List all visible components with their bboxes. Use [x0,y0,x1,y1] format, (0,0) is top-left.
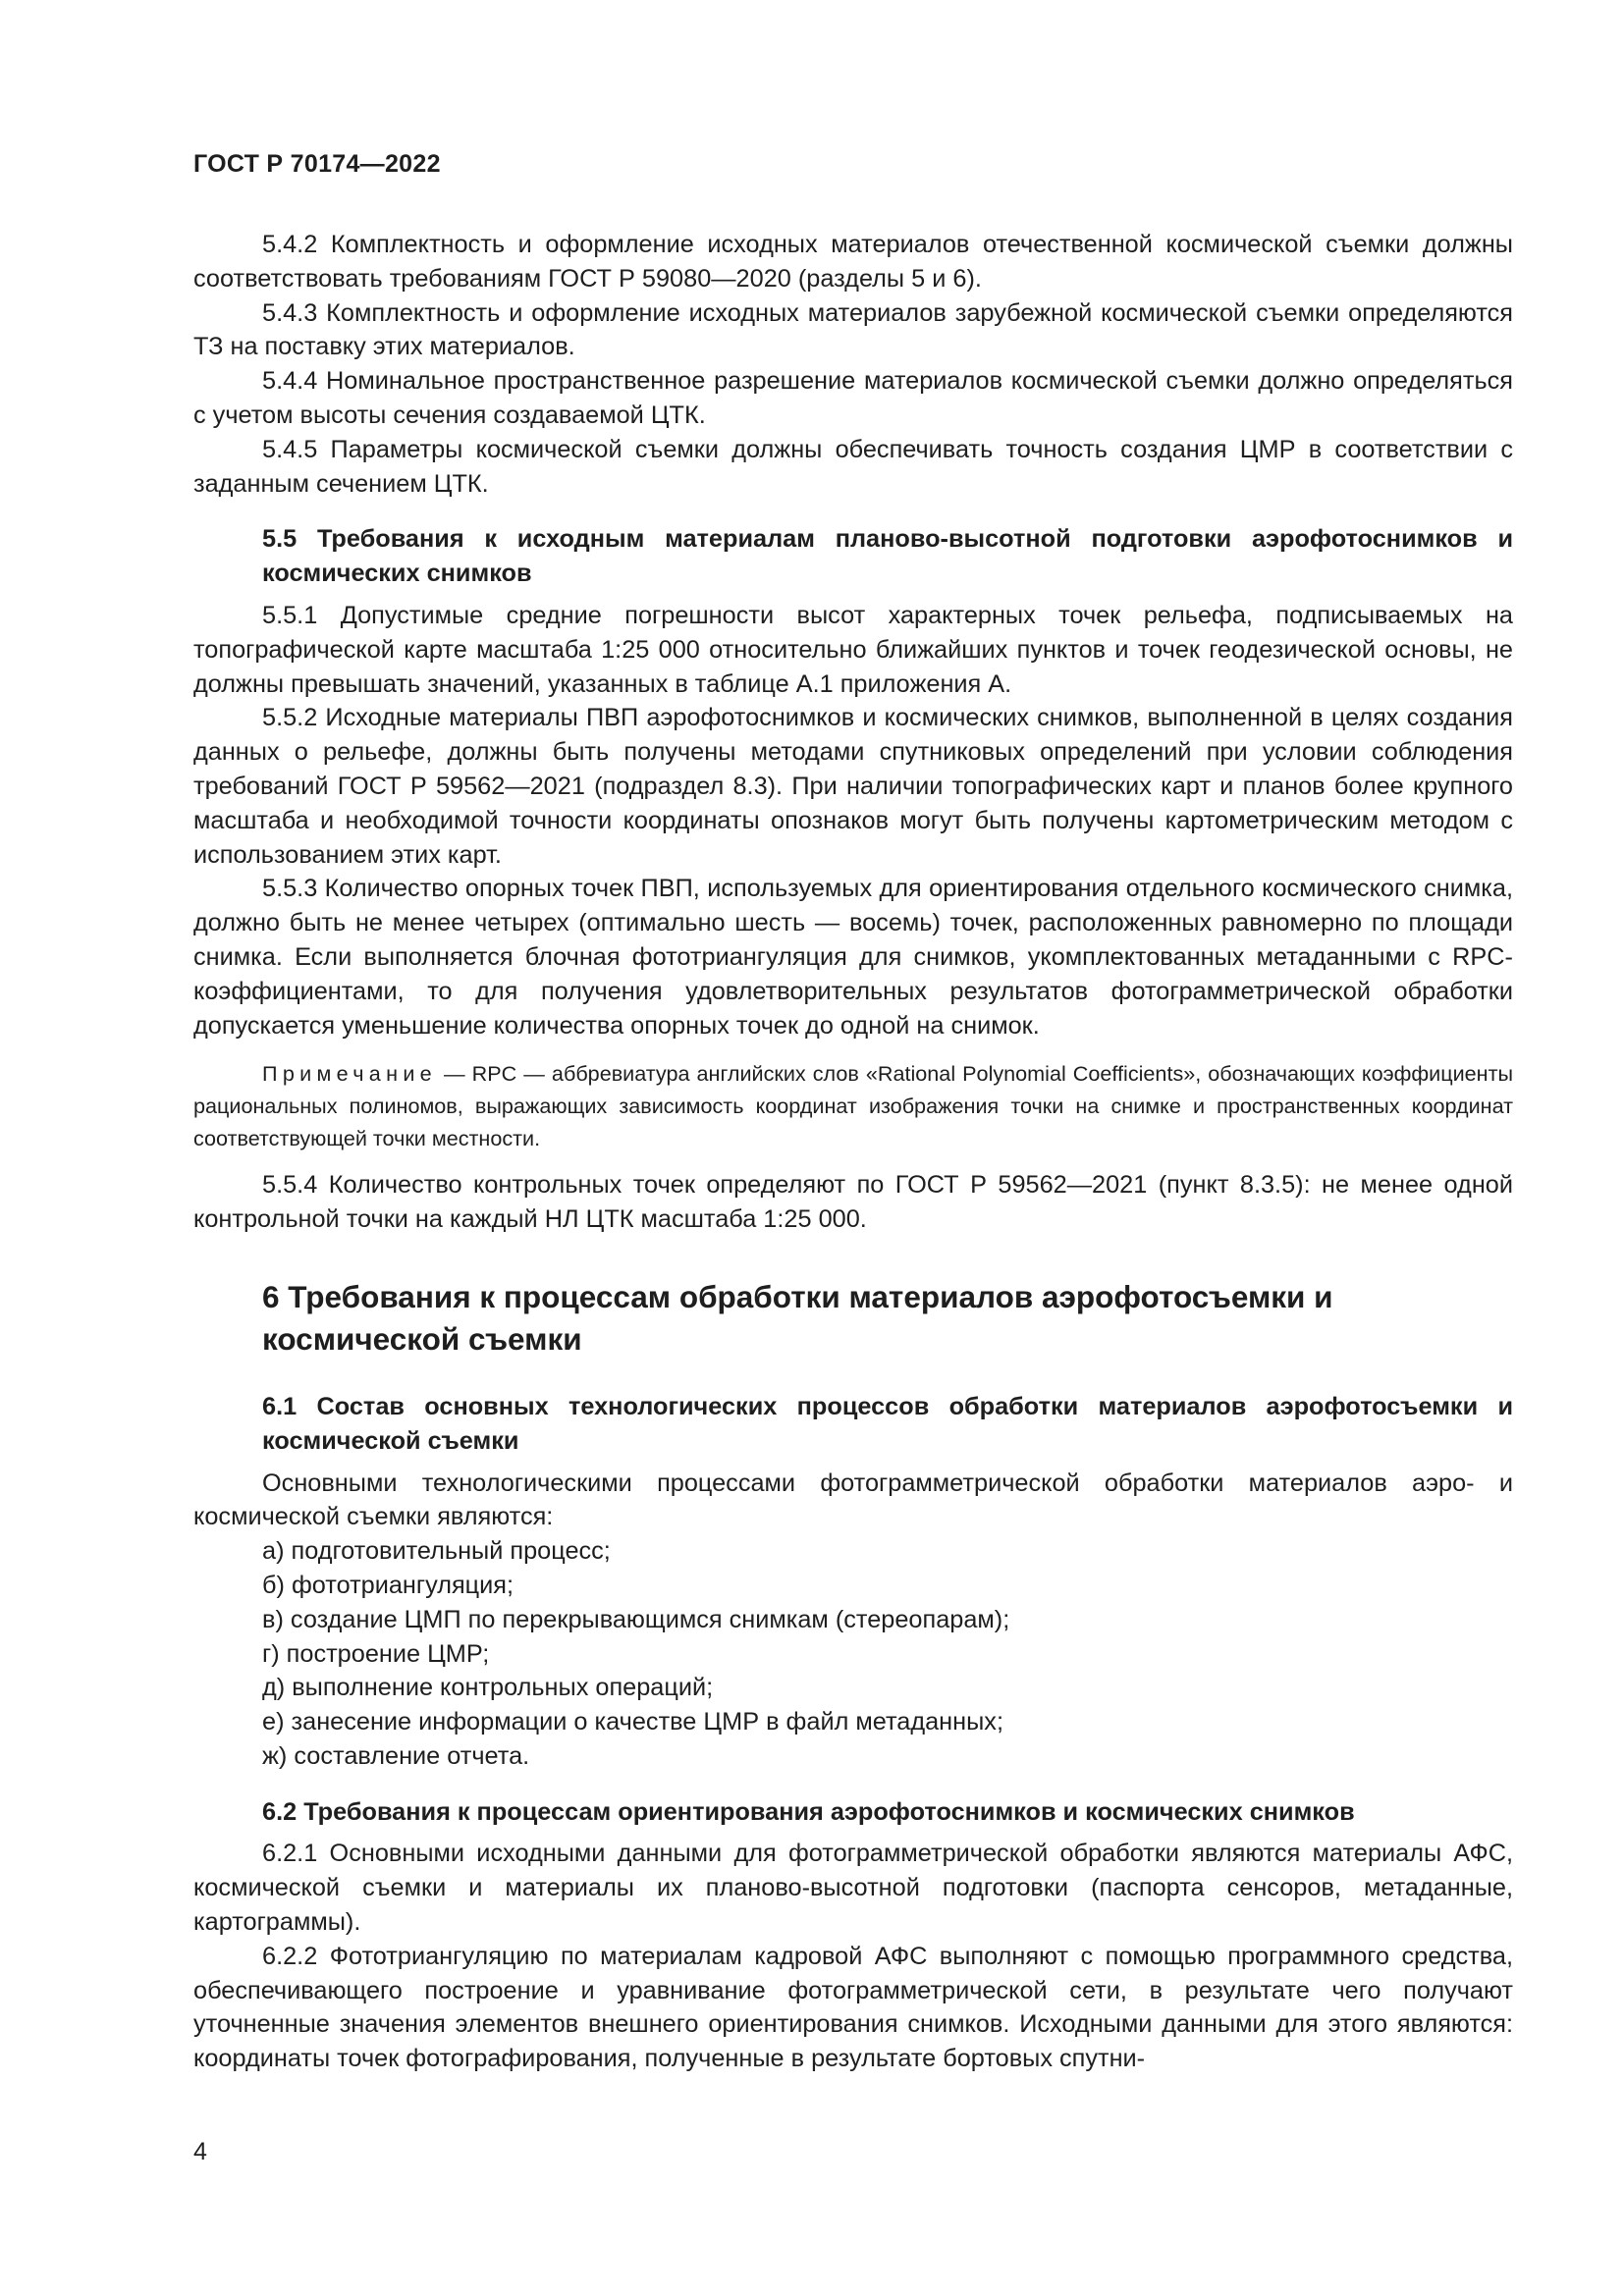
paragraph-6-2-1: 6.2.1 Основными исходными данными для фотограмметрической обработки являются материалы АФС, космической съемки и материалы их планово-высотной подготовки (паспорта сенсоров, метаданные, картограммы). [193,1840,1513,1937]
paragraph-6-1-intro: Основными технологическими процессами фотограмметрической обработки материалов аэро- и космической съемки являются: [193,1468,1513,1531]
list-item: е) занесение информации о качестве ЦМР в файл метаданных; [262,1708,1003,1736]
section-heading-5-5: 5.5 Требования к исходным материалам планово-высотной подготовки аэрофотоснимков и космических снимков [262,525,1513,588]
list-item: а) подготовительный процесс; [262,1537,611,1566]
paragraph-5-5-2: 5.5.2 Исходные материалы ПВП аэрофотоснимков и космических снимков, выполненной в целях создания данных о рельефе, должны быть получены методами спутниковых определений при условии соблюдения требований ГОСТ Р 59562—2021 (подраздел 8.3). При наличии топографических карт и планов более крупного масштаба и необходимой точности координаты опознаков могут быть получены картометрическим методом с использованием этих карт. [193,704,1513,869]
chapter-heading-6: 6 Требования к процессам обработки материалов аэрофотосъемки и космической съемки [262,1278,1333,1357]
list-item: г) построение ЦМР; [262,1639,490,1668]
note-label: Примечание [262,1061,437,1087]
paragraph-5-5-1: 5.5.1 Допустимые средние погрешности высот характерных точек рельефа, подписываемых на топографической карте масштаба 1:25 000 относительно ближайших пунктов и точек геодезической основы, не должны превышать значений, указанных в таблице А.1 приложения А. [193,601,1513,698]
section-heading-6-2: 6.2 Требования к процессам ориентирования аэрофотоснимков и космических снимков [262,1797,1355,1826]
list-item: в) создание ЦМП по перекрывающимся снимкам (стереопарам); [262,1605,1010,1633]
page-content [193,228,1513,2076]
paragraph-5-4-2: 5.4.2 Комплектность и оформление исходных материалов отечественной космической съемки должны соответствовать требованиям ГОСТ Р 59080—2020 (разделы 5 и 6). [193,231,1513,293]
paragraph-5-4-3: 5.4.3 Комплектность и оформление исходных материалов зарубежной космической съемки определяются ТЗ на поставку этих материалов. [193,298,1513,361]
list-item: б) фототриангуляция; [262,1571,514,1599]
paragraph-5-4-4: 5.4.4 Номинальное пространственное разрешение материалов космической съемки должно определяться с учетом высоты сечения создаваемой ЦТК. [193,367,1513,429]
page-number: 4 [193,2138,207,2165]
note [193,1057,1513,1154]
paragraph-6-2-2: 6.2.2 Фототриангуляцию по материалам кадровой АФС выполняют с помощью программного средства, обеспечивающего построение и уравнивание фотограмметрической сети, в результате чего получают уточненные значения элементов внешнего ориентирования снимков. Исходными данными для этого являются: координаты точек фотографирования, полученные в результате бортовых спутни- [193,1942,1513,2073]
note-text: — RPC — аббревиатура английских слов «Rational Polynomial Coefficients», обозначающих коэффициенты рациональных полиномов, выражающих зависимость координат изображения точки на снимке и пространственных координат соответствующей точки местности. [193,1061,1513,1151]
document-header: ГОСТ Р 70174—2022 [193,150,441,178]
list-item: ж) составление отчета. [262,1741,530,1770]
list-item: д) выполнение контрольных операций; [262,1674,714,1702]
paragraph-5-5-3: 5.5.3 Количество опорных точек ПВП, используемых для ориентирования отдельного космического снимка, должно быть не менее четырех (оптимально шесть — восемь) точек, расположенных равномерно по площади снимка. Если выполняется блочная фототриангуляция для снимков, укомплектованных метаданными с RPC-коэффициентами, то для получения удовлетворительных результатов фотограмметрической обработки допускается уменьшение количества опорных точек до одной на снимок. [193,875,1513,1040]
paragraph-5-4-5: 5.4.5 Параметры космической съемки должны обеспечивать точность создания ЦМР в соответствии с заданным сечением ЦТК. [193,435,1513,498]
paragraph-5-5-4: 5.5.4 Количество контрольных точек определяют по ГОСТ Р 59562—2021 (пункт 8.3.5): не менее одной контрольной точки на каждый НЛ ЦТК масштаба 1:25 000. [193,1171,1513,1234]
section-heading-6-1: 6.1 Состав основных технологических процессов обработки материалов аэрофотосъемки и космической съемки [262,1392,1513,1455]
